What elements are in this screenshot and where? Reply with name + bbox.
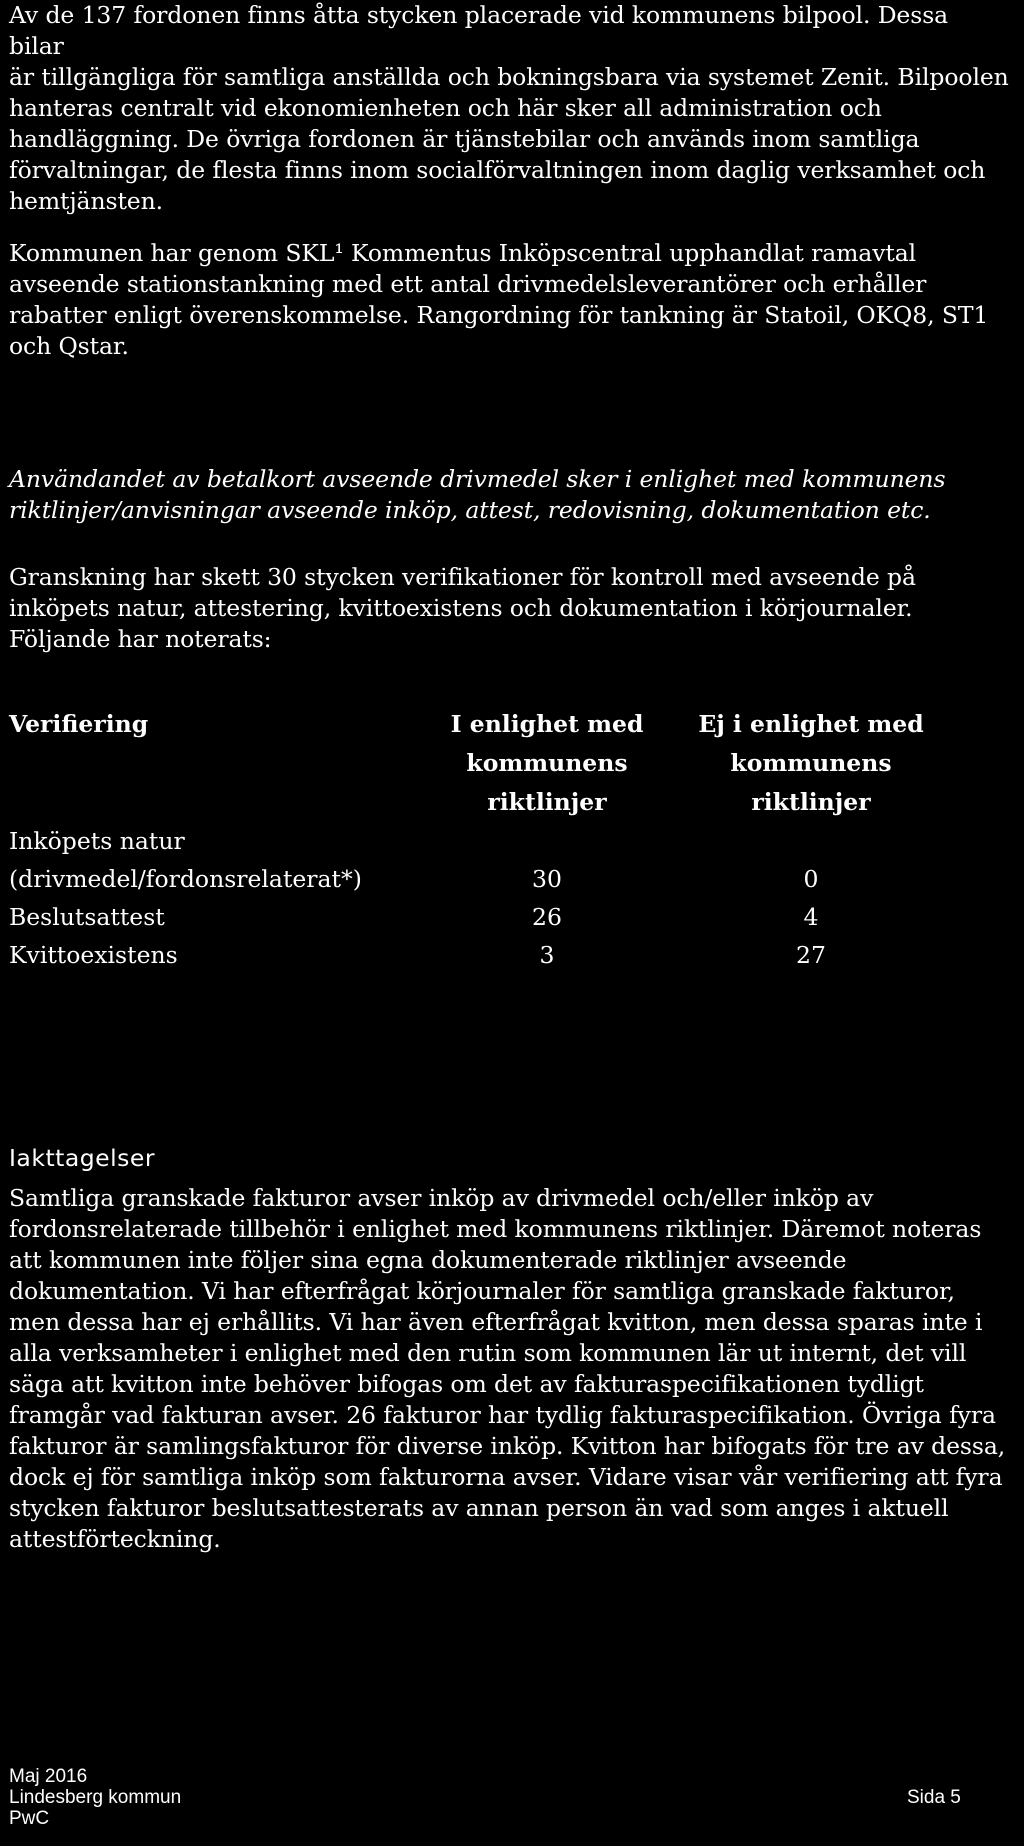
text-line: dock ej för samtliga inköp som fakturorna avser. Vidare visar vår verifiering att fyra bbox=[9, 1463, 1003, 1491]
text-line: Användandet av betalkort avseende drivmedel sker i enlighet med kommunens bbox=[9, 465, 946, 493]
header-not-in-line bbox=[647, 705, 941, 822]
label-line: (drivmedel/fordonsrelaterat*) bbox=[9, 865, 362, 893]
text-line: är tillgängliga för samtliga anställda och bokningsbara via systemet Zenit. Bilpoolen bbox=[9, 63, 1009, 91]
table-row bbox=[9, 822, 941, 898]
paragraph-granskning bbox=[9, 562, 916, 655]
row-label: Kvittoexistens bbox=[9, 941, 178, 969]
footer-organization: Lindesberg kommun bbox=[9, 1787, 182, 1808]
text-line: alla verksamheter i enlighet med den rutin som kommunen lär ut internt, det vill bbox=[9, 1339, 967, 1367]
cell-in-line: 3 bbox=[539, 941, 555, 969]
cell-not-in-line: 4 bbox=[803, 903, 819, 931]
text-line: och Qstar. bbox=[9, 332, 129, 360]
text-line: men dessa har ej erhållits. Vi har även efterfrågat kvitton, men dessa sparas inte i bbox=[9, 1308, 983, 1336]
text-line: Följande har noterats: bbox=[9, 625, 272, 653]
header-line: Ej i enlighet med bbox=[698, 710, 924, 738]
text-line: dokumentation. Vi har efterfrågat körjournaler för samtliga granskade fakturor, bbox=[9, 1277, 955, 1305]
header-line: I enlighet med bbox=[450, 710, 644, 738]
header-line: riktlinjer bbox=[751, 788, 871, 816]
paragraph-ramavtal bbox=[9, 238, 988, 362]
text-line: Samtliga granskade fakturor avser inköp av drivmedel och/eller inköp av bbox=[9, 1184, 874, 1212]
label-line: Inköpets natur bbox=[9, 827, 185, 855]
text-line: attestförteckning. bbox=[9, 1525, 221, 1553]
cell-not-in-line: 0 bbox=[803, 865, 819, 893]
header-line: riktlinjer bbox=[487, 788, 607, 816]
text-line: hemtjänsten. bbox=[9, 187, 164, 215]
cell-in-line: 30 bbox=[532, 865, 562, 893]
table-header-row bbox=[9, 705, 941, 822]
cell-not-in-line: 27 bbox=[796, 941, 826, 969]
text-line: Av de 137 fordonen finns åtta stycken placerade vid kommunens bilpool. Dessa bilar bbox=[9, 1, 949, 60]
verification-table bbox=[9, 705, 941, 974]
section-heading-iakttagelser: Iakttagelser bbox=[9, 1144, 156, 1172]
header-verifiering: Verifiering bbox=[9, 710, 149, 738]
header-in-line bbox=[447, 705, 647, 822]
cell-in-line: 26 bbox=[532, 903, 562, 931]
footer-date: Maj 2016 bbox=[9, 1766, 88, 1787]
footer-company: PwC bbox=[9, 1808, 50, 1829]
text-line: avseende stationstankning med ett antal drivmedelsleverantörer och erhåller bbox=[9, 270, 927, 298]
text-line: förvaltningar, de flesta finns inom socialförvaltningen inom daglig verksamhet och bbox=[9, 156, 986, 184]
table-row bbox=[9, 898, 941, 936]
paragraph-bilpool bbox=[9, 0, 1009, 217]
page-number: Sida 5 bbox=[907, 1787, 961, 1808]
text-line: fakturor är samlingsfakturor för diverse inköp. Kvitton har bifogats för tre av dessa, bbox=[9, 1432, 1006, 1460]
text-line: riktlinjer/anvisningar avseende inköp, attest, redovisning, dokumentation etc. bbox=[9, 496, 931, 524]
text-line: Kommunen har genom SKL¹ Kommentus Inköpscentral upphandlat ramavtal bbox=[9, 239, 917, 267]
table-row bbox=[9, 936, 941, 974]
text-line: att kommunen inte följer sina egna dokumenterade riktlinjer avseende bbox=[9, 1246, 847, 1274]
paragraph-betalkort-italic bbox=[9, 464, 945, 526]
page-footer bbox=[9, 1766, 181, 1829]
text-line: handläggning. De övriga fordonen är tjänstebilar och används inom samtliga bbox=[9, 125, 920, 153]
text-line: rabatter enligt överenskommelse. Rangordning för tankning är Statoil, OKQ8, ST1 bbox=[9, 301, 989, 329]
row-label: Beslutsattest bbox=[9, 903, 165, 931]
header-line: kommunens bbox=[730, 749, 892, 777]
header-line: kommunens bbox=[466, 749, 628, 777]
paragraph-iakttagelser bbox=[9, 1183, 1005, 1555]
text-line: stycken fakturor beslutsattesterats av annan person än vad som anges i aktuell bbox=[9, 1494, 949, 1522]
text-line: fordonsrelaterade tillbehör i enlighet med kommunens riktlinjer. Däremot noteras bbox=[9, 1215, 982, 1243]
text-line: Granskning har skett 30 stycken verifikationer för kontroll med avseende på bbox=[9, 563, 916, 591]
text-line: säga att kvitton inte behöver bifogas om det av fakturaspecifikationen tydligt bbox=[9, 1370, 924, 1398]
text-line: inköpets natur, attestering, kvittoexistens och dokumentation i körjournaler. bbox=[9, 594, 913, 622]
text-line: framgår vad fakturan avser. 26 fakturor har tydlig fakturaspecifikation. Övriga fyra bbox=[9, 1401, 996, 1429]
row-label bbox=[9, 822, 447, 898]
text-line: hanteras centralt vid ekonomienheten och här sker all administration och bbox=[9, 94, 882, 122]
